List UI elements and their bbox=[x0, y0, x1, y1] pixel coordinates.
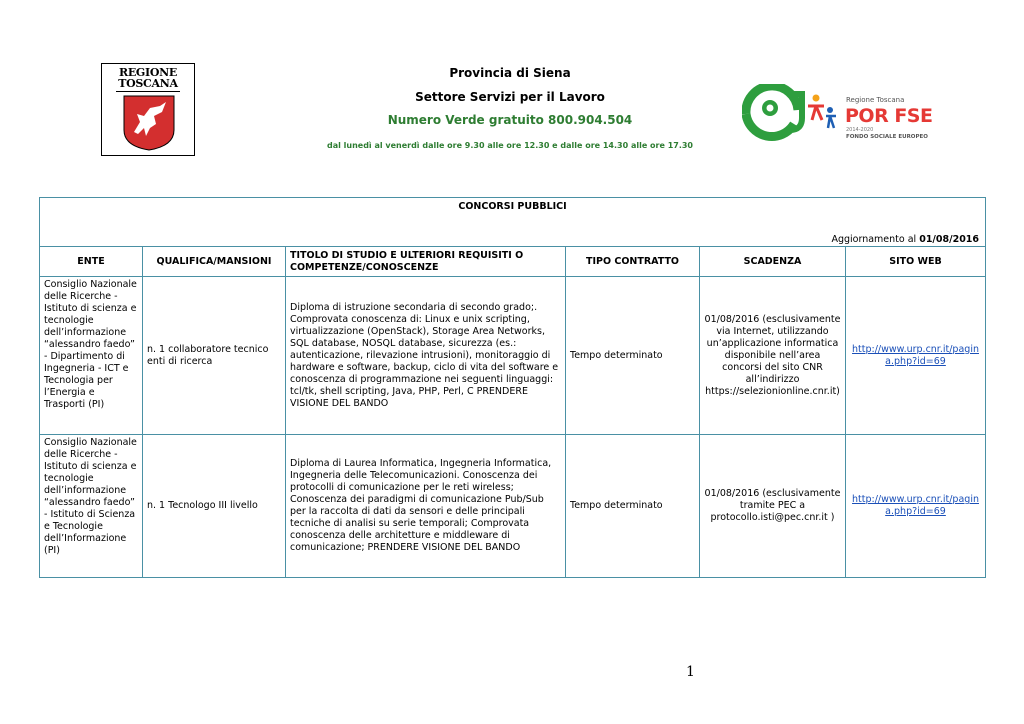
cell-ente: Consiglio Nazionale delle Ricerche - Istituto di scienza e tecnologie dell’informazione “alessandro faedo” - Istituto di Scienza e Tecnologie dell’Informazione (PI) bbox=[40, 435, 143, 578]
column-header-titolo: TITOLO DI STUDIO E ULTERIORI REQUISITI O COMPETENZE/CONOSCENZE bbox=[286, 247, 566, 277]
por-fse-emblem-icon bbox=[742, 84, 842, 142]
table-row bbox=[40, 435, 986, 578]
cell-scadenza: 01/08/2016 (esclusivamente tramite PEC a protocollo.isti@pec.cnr.it ) bbox=[700, 435, 846, 578]
cell-contratto: Tempo determinato bbox=[566, 277, 700, 435]
column-header-ente: ENTE bbox=[40, 247, 143, 277]
regione-toscana-logo-text: REGIONE TOSCANA bbox=[118, 66, 178, 90]
cell-scadenza: 01/08/2016 (esclusivamente via Internet, utilizzando un’applicazione informatica disponibile nell’area concorsi del sito CNR all’indirizzo https://selezionionline.cnr.it) bbox=[700, 277, 846, 435]
table-title: CONCORSI PUBBLICI bbox=[40, 198, 986, 235]
cell-sito-web bbox=[846, 435, 986, 578]
cell-qualifica: n. 1 Tecnologo III livello bbox=[143, 435, 286, 578]
cell-titolo: Diploma di Laurea Informatica, Ingegneria Informatica, Ingegneria delle Telecomunicazioni. Conoscenza dei protocolli di comunicazione per le reti wireless; Conoscenza dei paradigmi di comunicazione Pub/Sub per la raccolta di dati da sensori e delle principali tecniche di analisi su serie temporali; Comprovata conoscenza delle architetture e middleware di comunicazione; PRENDERE VISIONE DEL BANDO bbox=[286, 435, 566, 578]
por-fse-logo bbox=[742, 84, 937, 142]
cell-sito-web bbox=[846, 277, 986, 435]
cell-qualifica: n. 1 collaboratore tecnico enti di ricerca bbox=[143, 277, 286, 435]
logo-divider bbox=[116, 91, 180, 92]
update-label: Aggiornamento al bbox=[831, 234, 920, 245]
column-header-contratto: TIPO CONTRATTO bbox=[566, 247, 700, 277]
header-orari: dal lunedì al venerdì dalle ore 9.30 alle ore 12.30 e dalle ore 14.30 alle ore 17.30 bbox=[326, 141, 693, 150]
sito-web-link[interactable]: http://www.urp.cnr.it/pagina.php?id=69 bbox=[852, 343, 979, 367]
fse-title: POR FSE bbox=[845, 105, 933, 127]
fse-years: 2014-2020 bbox=[846, 127, 874, 133]
column-header-scadenza: SCADENZA bbox=[700, 247, 846, 277]
cell-contratto: Tempo determinato bbox=[566, 435, 700, 578]
fse-region-label: Regione Toscana bbox=[846, 96, 905, 104]
column-header-qualifica: QUALIFICA/MANSIONI bbox=[143, 247, 286, 277]
pegasus-shield-icon bbox=[120, 94, 178, 152]
regione-toscana-logo bbox=[101, 63, 195, 156]
header-provincia: Provincia di Siena bbox=[449, 66, 571, 80]
header-settore: Settore Servizi per il Lavoro bbox=[415, 90, 605, 104]
sito-web-link[interactable]: http://www.urp.cnr.it/pagina.php?id=69 bbox=[852, 494, 979, 517]
fse-subtitle: FONDO SOCIALE EUROPEO bbox=[846, 134, 928, 140]
cell-ente: Consiglio Nazionale delle Ricerche - Istituto di scienza e tecnologie dell’informazione “alessandro faedo” - Dipartimento di Ingegneria - ICT e Tecnologia per l’Energia e Trasporti (PI) bbox=[40, 277, 143, 435]
update-date: 01/08/2016 bbox=[919, 234, 980, 245]
cell-titolo: Diploma di istruzione secondaria di secondo grado;. Comprovata conoscenza di: Linux e unix scripting, virtualizzazione (OpenStack), Storage Area Networks, SQL database, NOSQL database, sicurezza (es.: autenticazione, rilevazione intrusioni), monitoraggio di hardware e software, backup, ciclo di vita del software e conoscenza di programmazione nei seguenti linguaggi: tcl/tk, shell scripting, Java, PHP, Perl, C PRENDERE VISIONE DEL BANDO bbox=[286, 277, 566, 435]
update-line bbox=[40, 234, 986, 247]
concorsi-table bbox=[39, 197, 986, 578]
header-numero-verde: Numero Verde gratuito 800.904.504 bbox=[387, 113, 633, 127]
column-header-sito-web: SITO WEB bbox=[846, 247, 986, 277]
page-number: 1 bbox=[686, 664, 695, 680]
table-row bbox=[40, 277, 986, 435]
